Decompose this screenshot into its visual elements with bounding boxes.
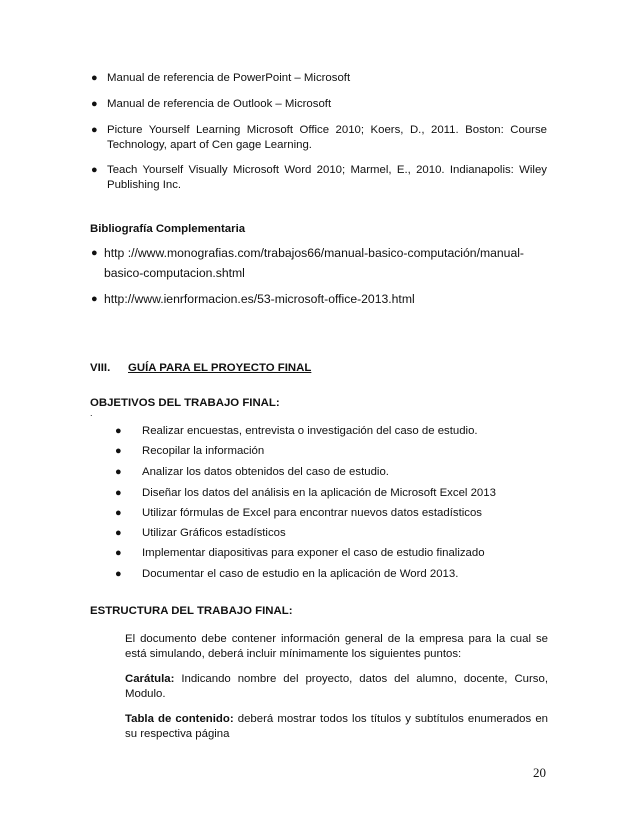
- reference-item: Manual de referencia de Outlook – Microsoft: [107, 98, 332, 110]
- bullet-icon: ●: [91, 98, 98, 110]
- bullet-icon: ●: [115, 445, 122, 457]
- complementaria-link[interactable]: http ://www.monografias.com/trabajos66/manual-basico-computación/manual-basico-computacion.shtml: [104, 246, 524, 280]
- bullet-icon: ●: [91, 247, 98, 259]
- bullet-icon: ●: [115, 507, 122, 519]
- caratula-paragraph: [125, 672, 548, 702]
- complementaria-heading: Bibliografía Complementaria: [90, 223, 246, 235]
- tabla-text: deberá mostrar todos los títulos y subtítulos enumerados en su respectiva página: [125, 713, 548, 740]
- section-title: GUÍA PARA EL PROYECTO FINAL: [128, 362, 312, 374]
- estructura-heading: ESTRUCTURA DEL TRABAJO FINAL:: [90, 605, 293, 617]
- caratula-text: Indicando nombre del proyecto, datos del alumno, docente, Curso, Modulo.: [125, 673, 548, 700]
- bullet-icon: ●: [115, 425, 122, 437]
- reference-item: Teach Yourself Visually Microsoft Word 2010; Marmel, E., 2010. Indianapolis: Wiley Publishing Inc.: [107, 164, 547, 191]
- stray-dot: .: [90, 408, 93, 418]
- objetivo-item: Utilizar Gráficos estadísticos: [142, 527, 286, 539]
- bullet-icon: ●: [91, 124, 98, 136]
- bullet-icon: ●: [115, 527, 122, 539]
- estructura-intro: El documento debe contener información general de la empresa para la cual se está simulando, deberá incluir mínimamente los siguientes puntos:: [125, 633, 548, 660]
- tabla-paragraph: [125, 712, 548, 742]
- objetivo-item: Documentar el caso de estudio en la aplicación de Word 2013.: [142, 568, 459, 580]
- objetivo-item: Implementar diapositivas para exponer el caso de estudio finalizado: [142, 547, 485, 559]
- objetivo-item: Recopilar la información: [142, 445, 265, 457]
- bullet-icon: ●: [115, 466, 122, 478]
- page-number: 20: [533, 765, 546, 780]
- objetivos-heading: OBJETIVOS DEL TRABAJO FINAL:: [90, 397, 280, 409]
- section-number: VIII.: [90, 362, 111, 374]
- bullet-icon: ●: [91, 72, 98, 84]
- caratula-label: Carátula:: [125, 673, 175, 685]
- objetivo-item: Utilizar fórmulas de Excel para encontrar nuevos datos estadísticos: [142, 507, 482, 519]
- bullet-icon: ●: [115, 487, 122, 499]
- bullet-icon: ●: [115, 547, 122, 559]
- bullet-icon: ●: [115, 568, 122, 580]
- objetivo-item: Realizar encuestas, entrevista o investigación del caso de estudio.: [142, 425, 478, 437]
- bullet-icon: ●: [91, 293, 98, 305]
- reference-item: Picture Yourself Learning Microsoft Office 2010; Koers, D., 2011. Boston: Course Technology, apart of Cen gage Learning.: [107, 124, 547, 151]
- objetivo-item: Analizar los datos obtenidos del caso de estudio.: [142, 466, 389, 478]
- objetivo-item: Diseñar los datos del análisis en la aplicación de Microsoft Excel 2013: [142, 487, 496, 499]
- bullet-icon: ●: [91, 164, 98, 176]
- tabla-label: Tabla de contenido:: [125, 713, 234, 725]
- complementaria-link[interactable]: http://www.ienrformacion.es/53-microsoft-office-2013.html: [104, 292, 415, 306]
- reference-item: Manual de referencia de PowerPoint – Microsoft: [107, 72, 351, 84]
